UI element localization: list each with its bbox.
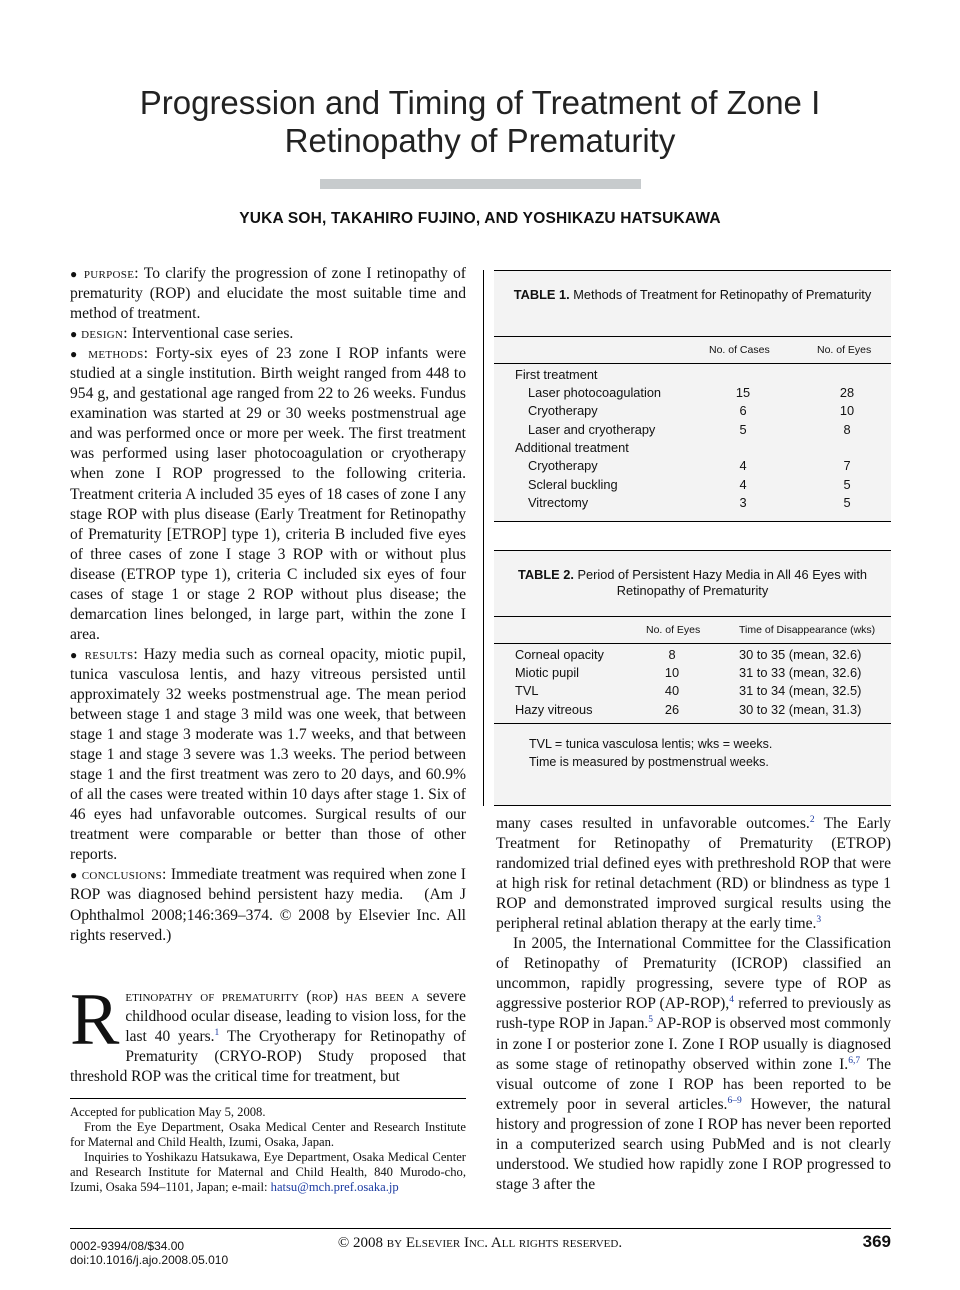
table-row [494,421,891,439]
affiliation-note: From the Eye Department, Osaka Medical Center and Research Institute for Maternal and Child Health, Izumi, Osaka, Japan. [70,1120,466,1149]
design-label: design: [81,325,128,343]
row-eyes: 28 [839,385,855,400]
column-divider [483,270,484,806]
table-row [494,646,891,664]
row-time: 31 to 33 (mean, 32.6) [739,665,862,680]
table-2-col-eyes: No. of Eyes [646,624,701,636]
results-text: Hazy media such as corneal opacity, miotic pupil, tunica vasculosa lentis, and hazy vitreous persisted until approximately 32 weeks postmenstrual age. The mean period between stage 1 and stage 3 mild was one week, that between stage 1 and stage 3 moderate was 1.7 weeks, and that between stage 1 and stage 3 severe was 1.3 weeks. The period between stage 1 and the first treatment was zero to 20 days, and 60.9% of all the cases were treated within 10 days after stage 1. Six of 46 eyes had unfavorable outcomes. Surgical results of our treatment were comparable or better than those of other reports. [70,645,466,864]
title-divider [320,179,641,189]
row-name: First treatment [515,367,598,382]
table-1-title: Methods of Treatment for Retinopathy of Prematurity [573,287,872,302]
row-eyes: 5 [843,477,851,492]
doi: doi:10.1016/j.ajo.2008.05.010 [70,1253,229,1267]
page-number: 369 [862,1232,891,1251]
methods-text: Forty-six eyes of 23 zone I ROP infants were studied at a single institution. Birth weight ranged from 448 to 954 g, and gestational age ranged from 22 to 26 weeks. Fundus examination was started at 29 or 30 weeks postmenstrual age and was performed once or more per week. The first treatment was performed using laser photocoagulation or cryotherapy when zone I ROP progressed to the following criteria. Treatment criteria A included 35 eyes of 18 cases of zone I any stage ROP with plus disease (Early Treatment for Retinopathy of Prematurity [ETROP] type 1), criteria B included five eyes of three cases of zone I stage 3 ROP with or without plus disease (ETROP type 1), criteria C included six eyes of four cases of stage 1 or stage 2 ROP without plus disease; the demarcation lines belonged, in large part, within the zone I area. [70,345,466,643]
table-2-label: TABLE 2. [518,567,574,582]
text: In 2005, the International Committee for the Classification of Retinopathy of Prematurity (ICROP) classified an uncommon, rapidly progressing, severe type of ROP as aggressive posterior ROP (AP-ROP), [496,935,891,1013]
row-cases: 15 [735,385,751,400]
ref-link[interactable]: 5 [648,1015,654,1026]
row-name: TVL [515,683,539,698]
intro-text-1: severe childhood ocular disease, leading to vision loss, for the last 40 years. [125,988,466,1045]
row-cases: 3 [739,495,747,510]
design-text: Interventional case series. [131,325,294,343]
table-1 [494,270,891,522]
row-eyes: 26 [664,702,680,717]
row-name: Scleral buckling [528,477,618,492]
methods-label: methods: [88,345,149,363]
table-row [494,701,891,719]
footnote-divider [70,1098,466,1099]
row-name: Corneal opacity [515,647,604,662]
table-row [494,457,891,475]
table-row [494,366,891,384]
ref-link[interactable]: 3 [816,915,822,926]
abstract [70,264,466,946]
text: AP-ROP is observed most commonly in zone I or posterior zone I. Zone I ROP usually is diagnosed as some stage of retinopathy observed within zone I. [496,1015,891,1073]
table-row [494,384,891,402]
row-name: Vitrectomy [528,495,589,510]
email-link[interactable]: hatsu@mch.pref.osaka.jp [270,1180,399,1194]
conclusions-text: Immediate treatment was required when zone I ROP was diagnosed behind persistent hazy media. [70,866,466,904]
author-list: YUKA SOH, TAKAHIRO FUJINO, AND YOSHIKAZU HATSUKAWA [239,210,721,227]
body-paragraph-2 [496,934,891,1195]
row-name: Additional treatment [515,440,629,455]
table-row [494,682,891,700]
table-2-note-divider [494,723,891,724]
row-time: 30 to 32 (mean, 31.3) [739,702,862,717]
table-2-notes [529,735,772,771]
purpose-label: purpose: [83,265,139,282]
row-time: 31 to 34 (mean, 32.5) [739,683,862,698]
row-name: Cryotherapy [528,458,598,473]
ref-link[interactable]: 2 [809,814,815,825]
footer-ids [70,1239,228,1267]
row-eyes: 40 [664,683,680,698]
body-text-right [496,814,891,1195]
table-2-note-1: TVL = tunica vasculosa lentis; wks = weeks. [529,737,773,751]
row-name: Cryotherapy [528,403,598,418]
drop-cap: R [70,979,120,1061]
text: The visual outcome of zone I ROP has been reported to be extremely poor in several articles. [496,1055,891,1113]
table-2-header [494,616,891,644]
row-eyes: 10 [839,403,855,418]
table-2-col-time: Time of Disappearance (wks) [739,624,876,636]
row-eyes: 10 [664,665,680,680]
intro-lead: etinopathy of prematurity (rop) has been a [125,988,420,1005]
table-2 [494,550,891,806]
body-paragraph-1 [496,814,891,934]
abstract-methods: ● methods: Forty-six eyes of 23 zone I ROP infants were studied at a single institution. Birth weight ranged from 448 to 954 g, and gestational age ranged from 22 to 26 weeks. Fundus examination was started at 29 or 30 weeks postmenstrual age and was performed once or more per week. The first treatment was performed using laser photocoagulation or cryotherapy when zone I ROP progressed to the following criteria. Treatment criteria A included 35 eyes of 18 cases of zone I any stage ROP with plus disease (Early Treatment for Retinopathy of Prematurity [ETROP] type 1), criteria B included five eyes of three cases of zone I stage 3 ROP with or without plus disease (ETROP type 1), criteria C included six eyes of four cases of stage 1 or stage 2 ROP without plus disease; the demarcation lines belonged, in large part, within the zone I area. [70,345,466,643]
row-name: Hazy vitreous [515,702,593,717]
table-row [494,402,891,420]
intro-paragraph [70,979,467,1087]
table-row [494,476,891,494]
row-eyes: 8 [668,647,676,662]
row-cases: 5 [739,422,747,437]
table-row [494,439,891,457]
conclusions-label: conclusions: [81,866,167,884]
article-title: Progression and Timing of Treatment of Zone I Retinopathy of Prematurity [139,84,821,159]
inquiries-note [70,1150,466,1195]
table-row [494,494,891,512]
table-1-label: TABLE 1. [513,287,570,302]
table-2-note-2: Time is measured by postmenstrual weeks. [529,755,769,769]
row-name: Laser and cryotherapy [528,422,656,437]
text: However, the natural history and progression of zone I ROP has never been reported in a computerized search using PubMed and is not clearly understood. We studied how rapidly zone I ROP progressed to stage 3 after the [496,1095,891,1193]
ref-link[interactable]: 4 [729,995,735,1006]
abstract-design: ● design: Interventional case series. [70,325,294,343]
row-time: 30 to 35 (mean, 32.6) [739,647,862,662]
intro-text-2: The Cryotherapy for Retinopathy of Prematurity (CRYO-ROP) Study proposed that threshold ROP was the critical time for treatment, but [70,1028,467,1085]
table-2-caption [494,567,891,599]
results-label: results: [84,645,138,663]
row-eyes: 7 [843,458,851,473]
table-row [494,664,891,682]
issn: 0002-9394/08/$34.00 [70,1239,185,1253]
abstract-conclusions: ● conclusions: Immediate treatment was required when zone I ROP was diagnosed behind persistent hazy media. (Am J Ophthalmol 2008;146:369–374. © 2008 by Elsevier Inc. All rights reserved.) [70,866,466,944]
table-1-col-eyes: No. of Eyes [817,344,872,356]
abstract-results: ● results: Hazy media such as corneal opacity, miotic pupil, tunica vasculosa lentis, and hazy vitreous persisted until approximately 32 weeks postmenstrual age. The mean period between stage 1 and stage 3 mild was one week, that between stage 1 and stage 3 moderate was 1.7 weeks, and that between stage 1 and stage 3 severe was 1.3 weeks. The period between stage 1 and the first treatment was zero to 20 days, and 60.9% of all the cases were treated within 10 days after stage 1. Six of 46 eyes had unfavorable outcomes. Surgical results of our treatment were comparable or better than those of other reports. [70,645,466,864]
text: The Early Treatment for Retinopathy of Prematurity (ETROP) randomized trial defined eyes with prethreshold ROP that were at high risk for retinal detachment (RD) or blindness as type 1 ROP and demonstrated improved surgical results using the peripheral retinal ablation therapy at the early time. [496,815,891,933]
row-name: Laser photocoagulation [528,385,662,400]
row-name: Miotic pupil [515,665,580,680]
table-1-caption [494,287,891,303]
purpose-text: To clarify the progression of zone I retinopathy of prematurity (ROP) and elucidate the most suitable time and method of treatment. [70,265,466,323]
footnotes [70,1105,466,1195]
footer-divider [70,1228,891,1229]
text: referred to previously as rush-type ROP in Japan. [496,995,891,1033]
accepted-note: Accepted for publication May 5, 2008. [70,1105,266,1119]
abstract-purpose: ● purpose: To clarify the progression of zone I retinopathy of prematurity (ROP) and elucidate the most suitable time and method of treatment. [70,265,466,323]
ref-link[interactable]: 6–9 [727,1095,742,1106]
ref-link[interactable]: 6,7 [848,1055,861,1066]
table-2-title: Period of Persistent Hazy Media in All 46 Eyes with Retinopathy of Prematurity [577,567,867,598]
row-cases: 4 [739,458,747,473]
row-cases: 6 [739,403,747,418]
row-cases: 4 [739,477,747,492]
citation-text: (Am J Ophthalmol 2008;146:369–374. © 2008 by Elsevier Inc. All rights reserved.) [70,886,466,944]
inquiries-text: Inquiries to Yoshikazu Hatsukawa, Eye Department, Osaka Medical Center and Research Institute for Maternal and Child Health, 840 Murodo-cho, Izumi, Osaka 594–1101, Japan; e-mail: [70,1150,466,1194]
ref-link[interactable]: 1 [214,1027,220,1038]
text: many cases resulted in unfavorable outcomes. [496,815,810,832]
row-eyes: 8 [843,422,851,437]
table-1-header [494,336,891,364]
row-eyes: 5 [843,495,851,510]
table-1-col-cases: No. of Cases [709,344,770,356]
footer-copyright: © 2008 by Elsevier Inc. All rights reserved. [337,1235,623,1251]
